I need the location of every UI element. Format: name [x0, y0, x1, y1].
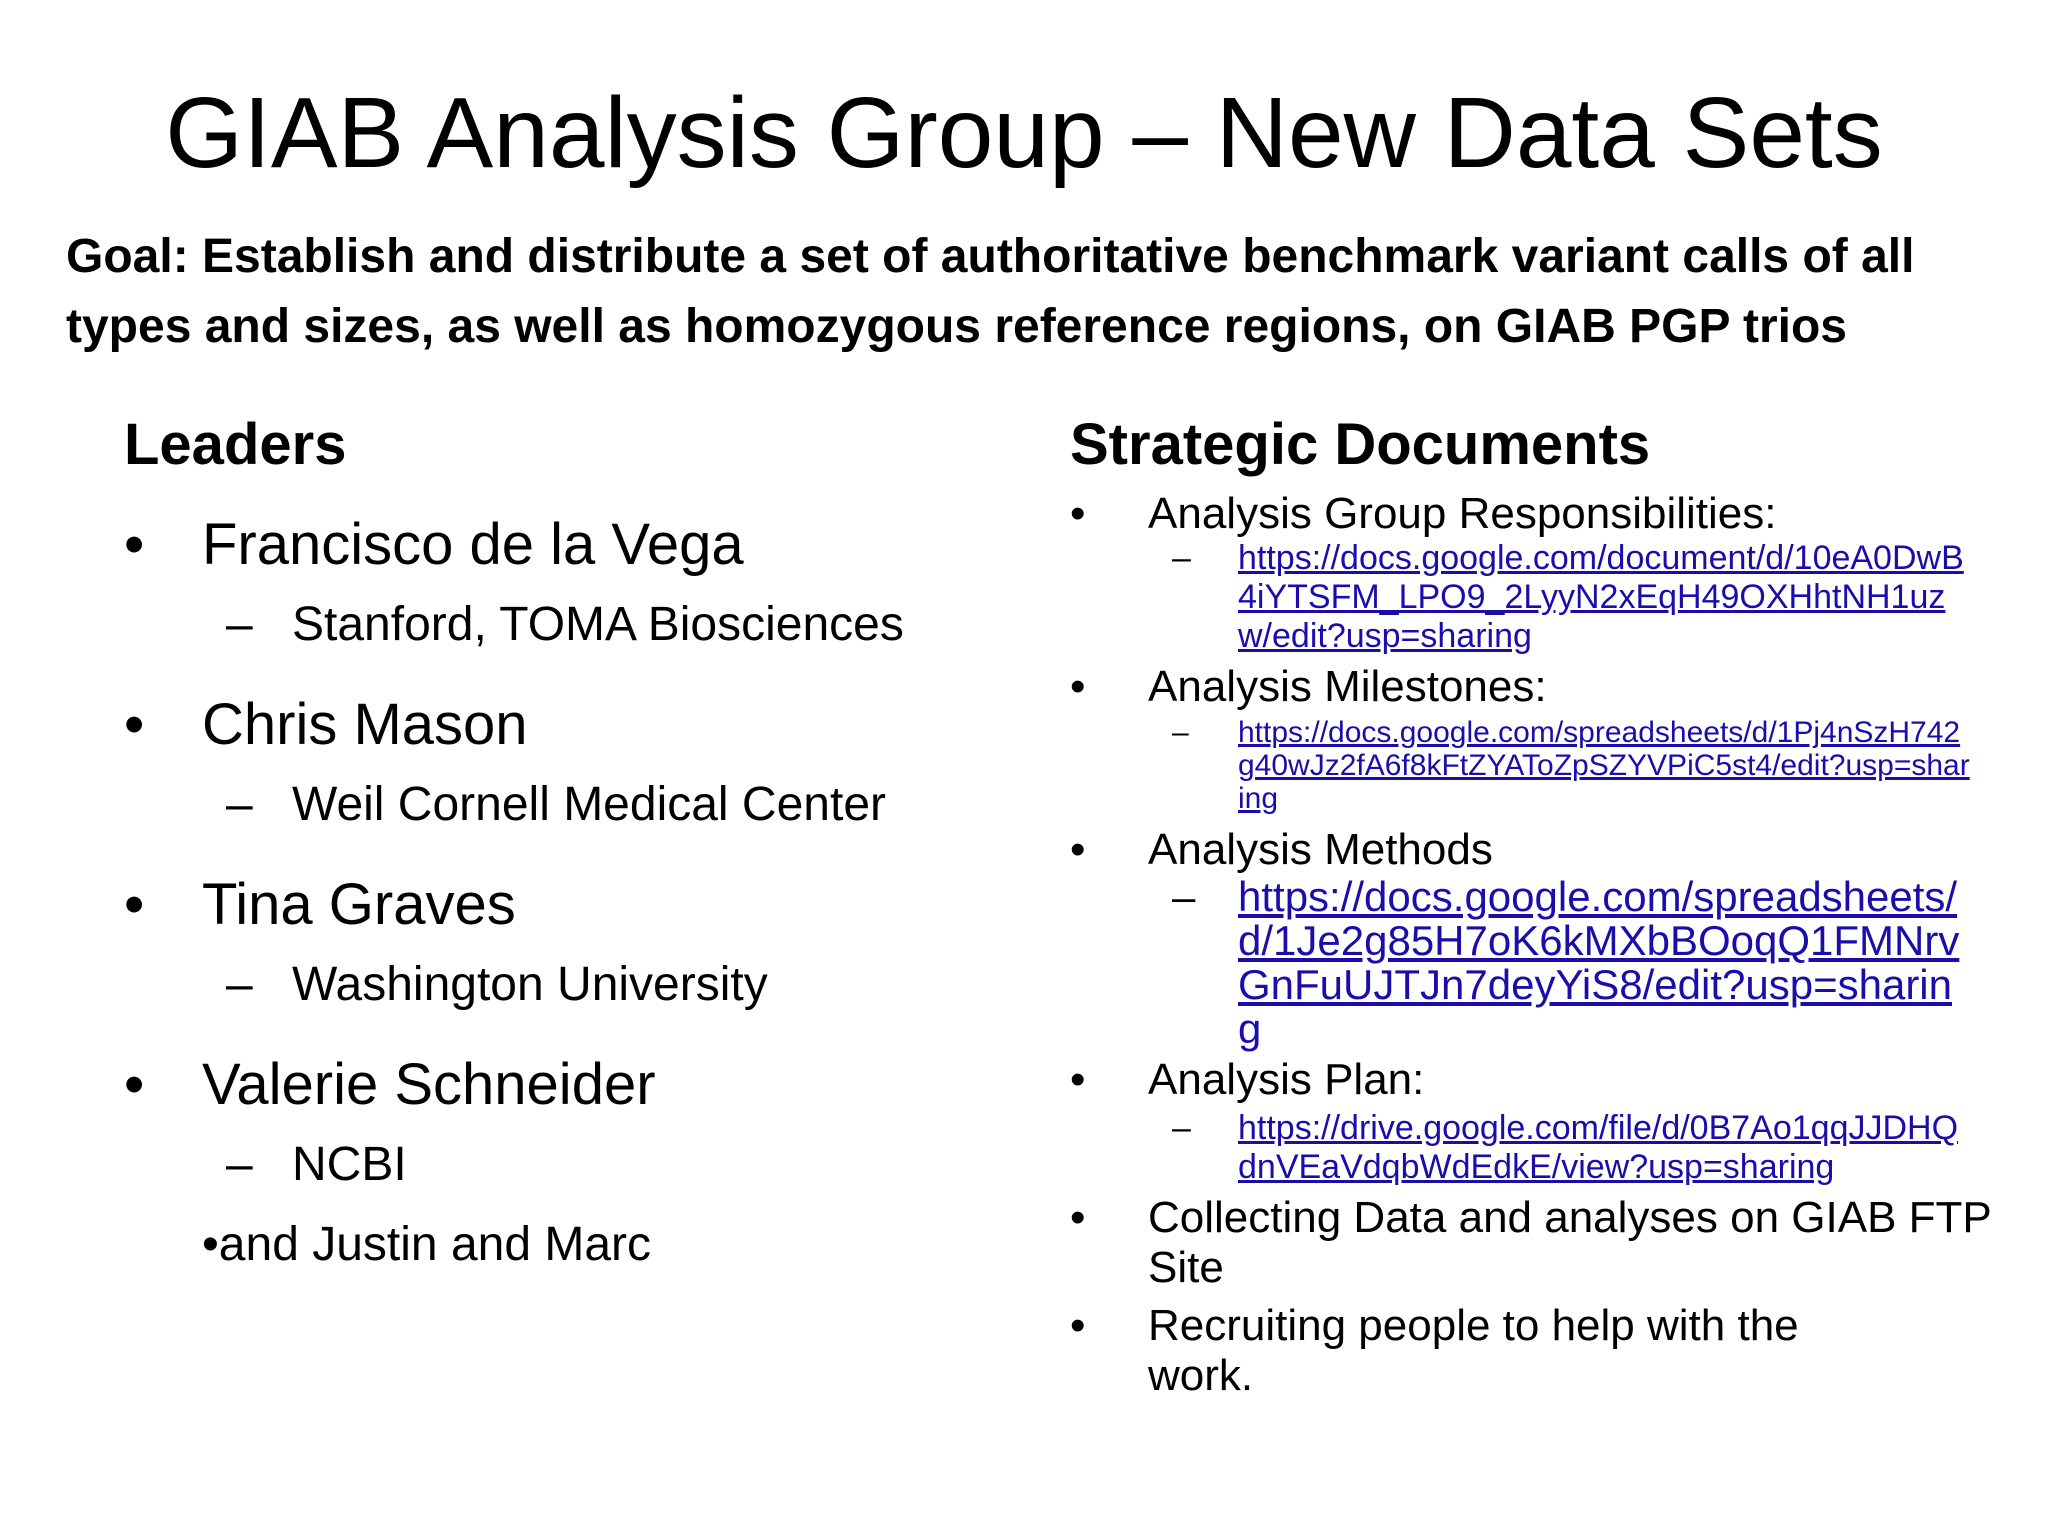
- doc-label: Analysis Group Responsibilities:: [1148, 489, 1777, 538]
- leader-name: Francisco de la Vega: [202, 512, 744, 577]
- milestones-link[interactable]: https://docs.google.com/spreadsheets/d/1Pj4nSzH742g40wJz2fA6f8kFtZYAToZpSZYVPiC5st4/edit?usp=sharing: [1238, 716, 1970, 815]
- leader-affiliation: Weil Cornell Medical Center: [292, 778, 886, 831]
- leaders-extra-note: •and Justin and Marc: [202, 1218, 652, 1271]
- leader-affiliation: Stanford, TOMA Biosciences: [292, 598, 904, 651]
- leader-name: Chris Mason: [202, 692, 528, 757]
- bullet-icon: •: [1070, 1055, 1086, 1104]
- bullet-icon: •: [124, 872, 145, 937]
- doc-item: [1070, 825, 1970, 875]
- leader-item: [124, 865, 1024, 953]
- strategic-documents-heading: Strategic Documents: [1070, 412, 1651, 477]
- doc-link-item: [1070, 539, 1970, 656]
- leader-affiliation-item: [124, 1133, 1024, 1213]
- doc-label: Collecting Data and analyses on GIAB FTP Site: [1148, 1193, 1991, 1292]
- bullet-icon: •: [1070, 489, 1086, 538]
- dash-icon: –: [226, 958, 253, 1011]
- doc-item: [1070, 489, 1970, 539]
- leader-item: [124, 685, 1024, 773]
- plan-link[interactable]: https://drive.google.com/file/d/0B7Ao1qqJJDHQdnVEaVdqbWdEdkE/view?usp=sharing: [1238, 1109, 1959, 1186]
- methods-link[interactable]: https://docs.google.com/spreadsheets/d/1Je2g85H7oK6kMXbBOoqQ1FMNrvGnFuUJTJn7deyYiS8/edit?usp=sharing: [1238, 873, 1960, 1052]
- leader-affiliation-item: [124, 953, 1024, 1045]
- doc-link-item: [1070, 1109, 1970, 1187]
- leader-affiliation: Washington University: [292, 958, 768, 1011]
- goal-statement: Goal: Establish and distribute a set of authoritative benchmark variant calls of all types and sizes, as well as homozygous reference regions, on GIAB PGP trios: [66, 230, 1915, 353]
- bullet-icon: •: [1070, 825, 1086, 874]
- leader-item: [124, 1045, 1024, 1133]
- leader-name: Tina Graves: [202, 872, 516, 937]
- doc-label: Recruiting people to help with the work.: [1148, 1301, 1799, 1400]
- dash-icon: –: [1172, 1109, 1191, 1147]
- dash-icon: –: [226, 1138, 253, 1191]
- doc-link-item: [1070, 716, 1970, 815]
- doc-label: Analysis Milestones:: [1148, 662, 1547, 711]
- bullet-icon: •: [1070, 1193, 1086, 1242]
- dash-icon: –: [226, 598, 253, 651]
- dash-icon: –: [226, 778, 253, 831]
- slide-title: GIAB Analysis Group – New Data Sets: [165, 77, 1883, 189]
- doc-item: [1070, 662, 1970, 712]
- leader-affiliation-item: [124, 773, 1024, 865]
- strategic-documents-column: [1070, 405, 1991, 1401]
- leader-item: [124, 505, 1024, 593]
- responsibilities-link[interactable]: https://docs.google.com/document/d/10eA0DwB4iYTSFM_LPO9_2LyyN2xEqH49OXHhtNH1uzw/edit?usp=sharing: [1238, 539, 1964, 655]
- dash-icon: –: [1172, 716, 1189, 749]
- doc-link-item: [1070, 875, 1970, 1051]
- leader-name: Valerie Schneider: [202, 1052, 656, 1117]
- bullet-icon: •: [1070, 1301, 1086, 1350]
- leaders-column: [124, 405, 1024, 1277]
- doc-item: [1070, 1193, 2008, 1293]
- doc-label: Analysis Plan:: [1148, 1055, 1425, 1104]
- bullet-icon: •: [1070, 662, 1086, 711]
- leaders-heading: Leaders: [124, 412, 347, 477]
- bullet-icon: •: [124, 692, 145, 757]
- leader-affiliation: NCBI: [292, 1138, 407, 1191]
- bullet-icon: •: [124, 1052, 145, 1117]
- doc-item: [1070, 1055, 1970, 1105]
- bullet-icon: •: [124, 512, 145, 577]
- doc-item: [1070, 1301, 1908, 1401]
- leader-affiliation-item: [124, 593, 1024, 685]
- doc-label: Analysis Methods: [1148, 825, 1493, 874]
- dash-icon: –: [1172, 873, 1196, 920]
- dash-icon: –: [1172, 539, 1191, 577]
